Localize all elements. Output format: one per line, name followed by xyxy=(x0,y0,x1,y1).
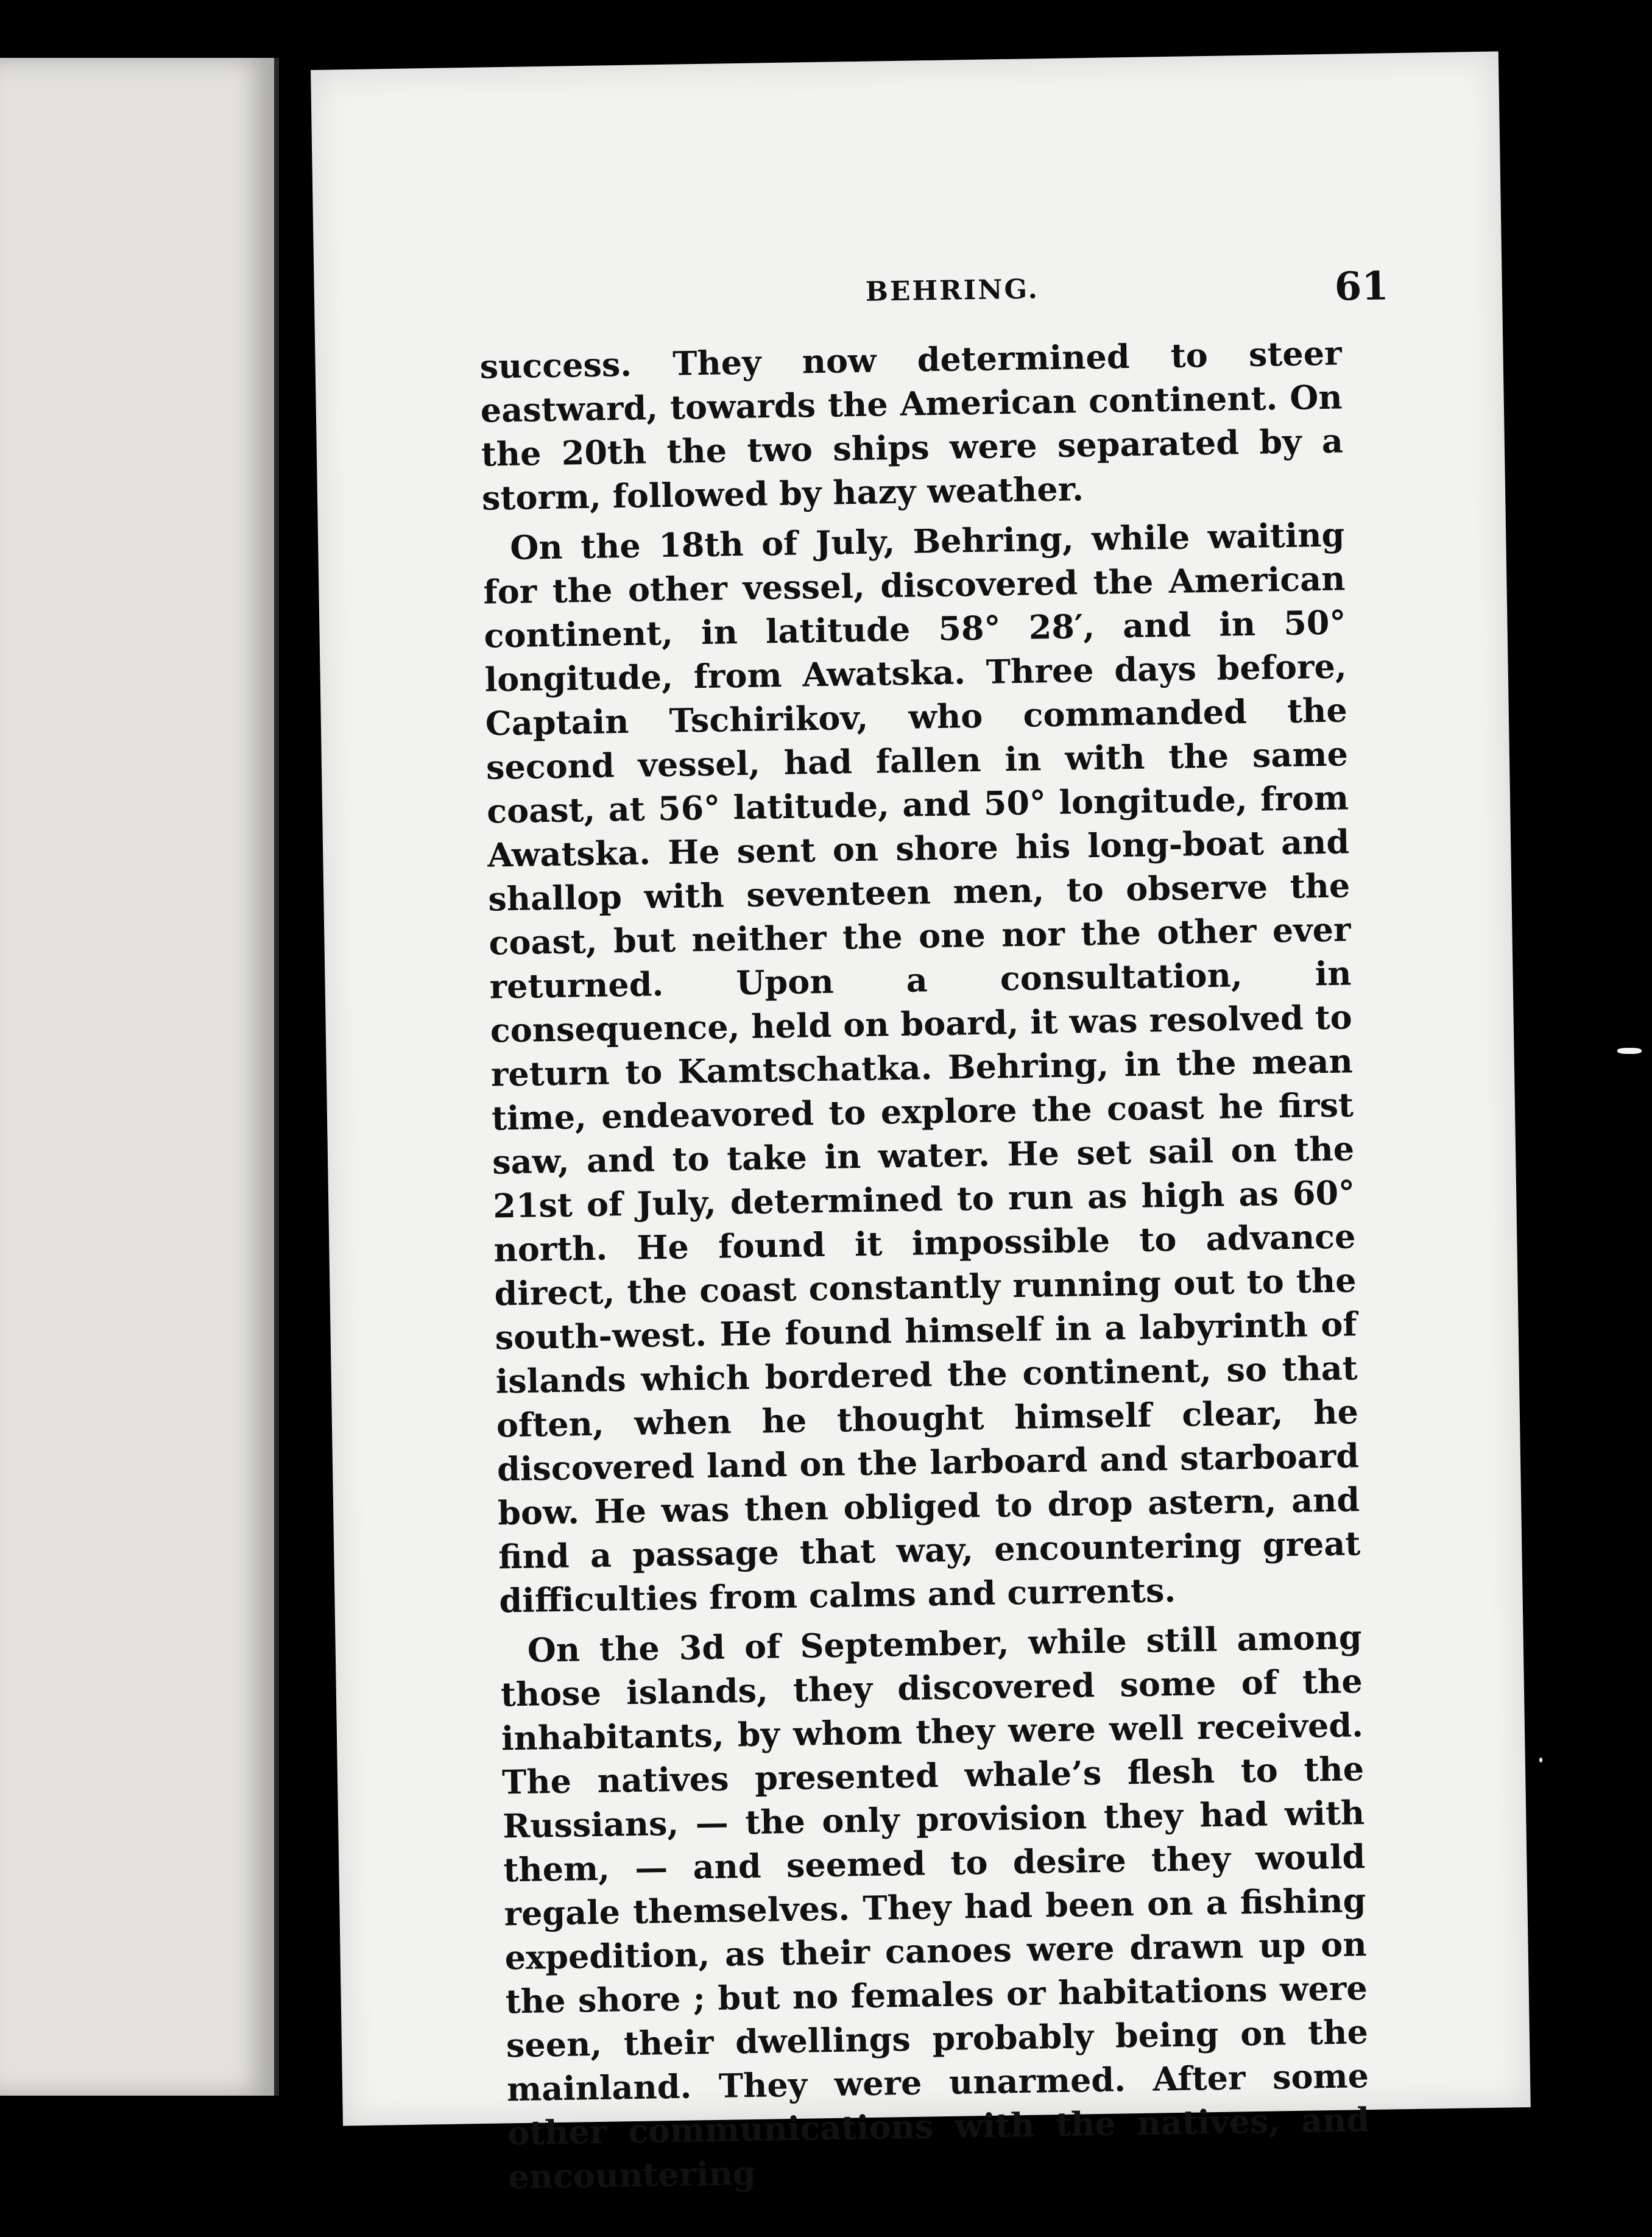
book-page xyxy=(311,51,1531,2197)
scan-speck xyxy=(1445,104,1449,108)
running-head-title: BEHRING. xyxy=(865,274,1040,308)
scan-speck xyxy=(1539,1758,1542,1762)
paragraph-3: On the 3d of September, while still among those islands, they discovered some of the inhabitants, by whom they were well received. The natives presented whale’s flesh to the Russians, — the only provision they had with them, — and seemed to desire they would regale themselves. They had been on a fishing expedition, as their canoes were drawn up on the shore ; but no females or habitations were seen, their dwellings probably being on the mainland. They were unarmed. After some other communications with the natives, and encountering xyxy=(500,1617,1370,2197)
running-head xyxy=(314,263,1503,328)
scan-speck xyxy=(1617,1048,1642,1054)
facing-page xyxy=(0,58,279,2096)
paragraph-2: On the 18th of July, Behring, while waiting for the other vessel, discovered the American continent, in latitude 58° 28′, and in 50° longitude, from Awatska. Three days before, Captain Tschirikov, who commanded the second vessel, had fallen in with the same coast, at 56° latitude, and 50° longitude, from Awatska. He sent on shore his long-boat and shallop with seventeen men, to observe the coast, but neither the one nor the other ever returned. Upon a consultation, in consequence, held on board, it was resolved to return to Kamtschatka. Behring, in the mean time, endeavored to explore the coast he first saw, and to take in water. He set sail on the 21st of July, determined to run as high as 60° north. He found it impossible to advance direct, the coast constantly running out to the south-west. He found himself in a labyrinth of islands which bordered the continent, so that often, when he thought himself clear, he discovered land on the larboard and starboard bow. He was then obliged to drop astern, and find a passage that way, encountering great difficulties from calms and currents. xyxy=(482,515,1361,1620)
paragraph-1: success. They now determined to steer eastward, towards the American continent. On the 20th the two ships were separated by a storm, followed by hazy weather. xyxy=(479,333,1344,518)
page-number: 61 xyxy=(1334,263,1389,310)
body-text xyxy=(479,331,1371,2205)
